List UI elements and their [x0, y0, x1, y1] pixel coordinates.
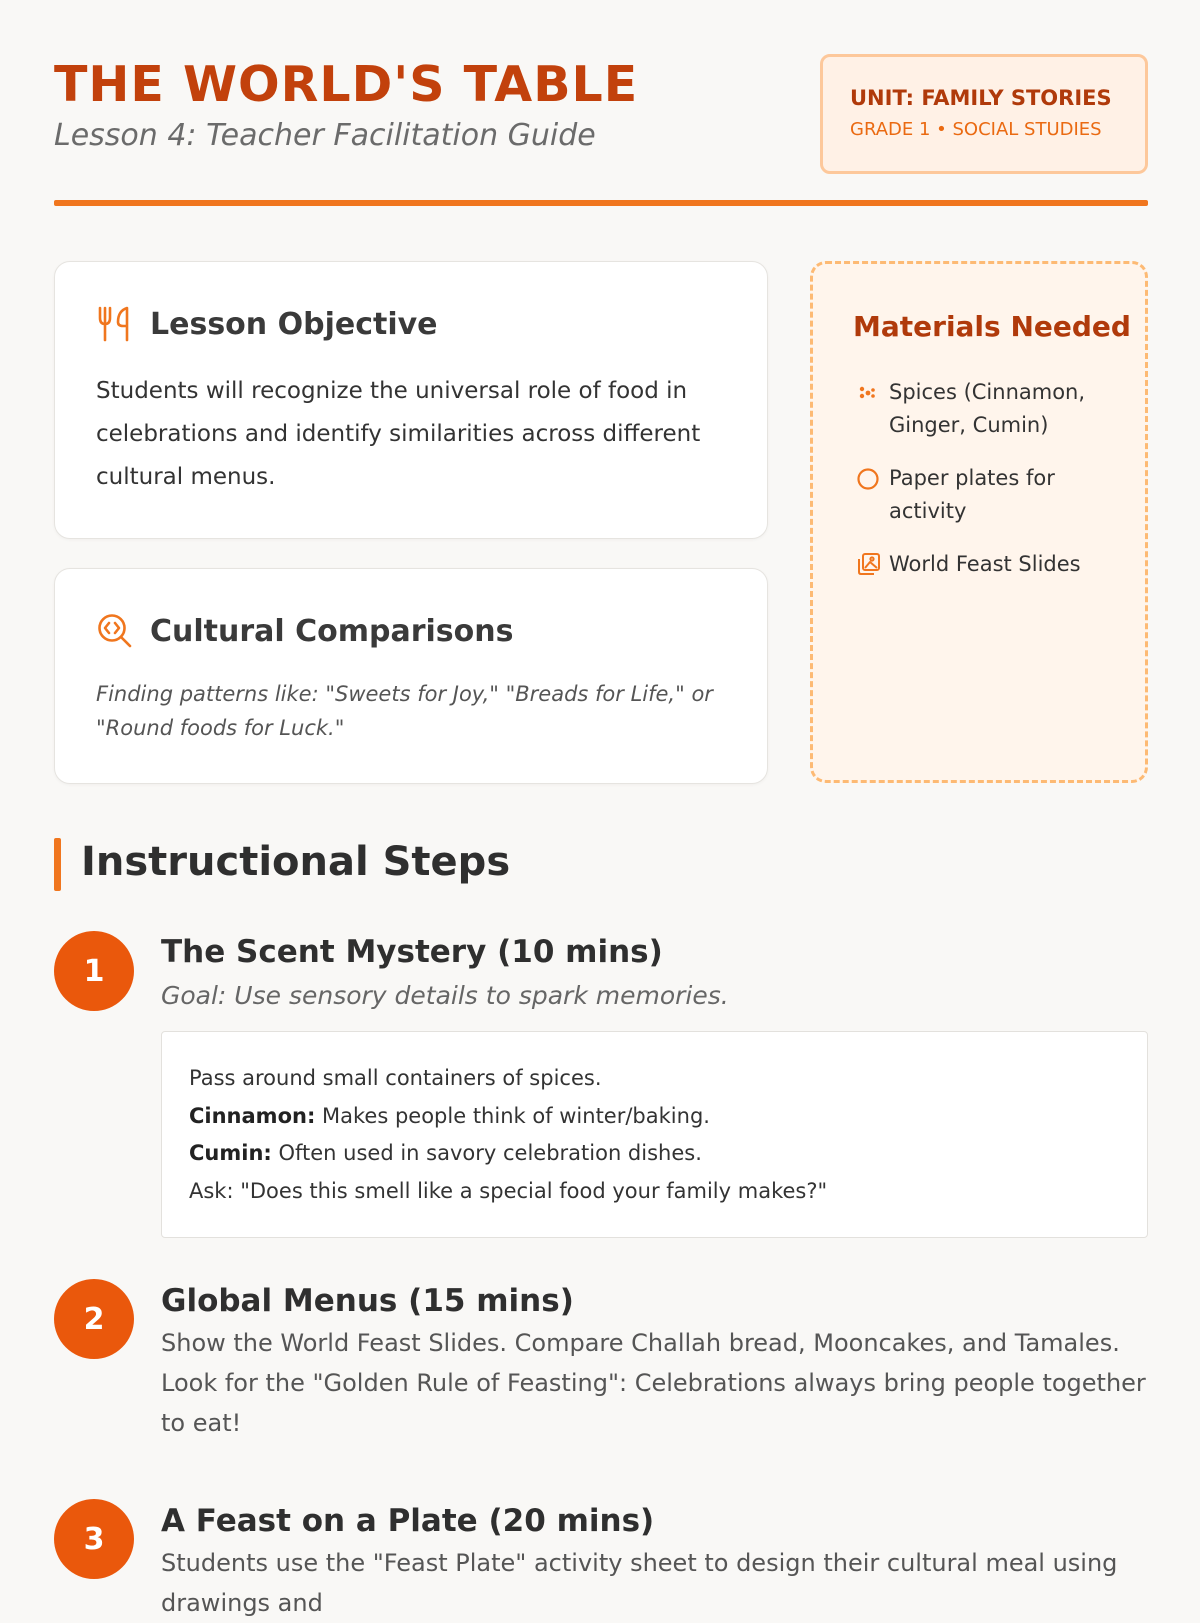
- spice-name: Cinnamon:: [189, 1103, 316, 1128]
- step-goal: Goal: Use sensory details to spark memories.: [161, 981, 729, 1010]
- materials-list: [853, 376, 1123, 601]
- utensils-icon: [96, 305, 134, 343]
- comparisons-text: Finding patterns like: "Sweets for Joy," "Breads for Life," or "Round foods for Luck.": [96, 682, 713, 740]
- slides-icon: [853, 550, 883, 580]
- step-title: Global Menus (15 mins): [161, 1283, 574, 1319]
- list-item: [853, 376, 1123, 442]
- steps-title: Instructional Steps: [81, 839, 511, 885]
- comparisons-card-header: [96, 611, 514, 651]
- list-item: [853, 462, 1123, 528]
- materials-panel: [810, 261, 1148, 783]
- comparisons-card: [54, 568, 768, 784]
- step-description: Show the World Feast Slides. Compare Challah bread, Mooncakes, and Tamales. Look for the "Golden Rule of Feasting": Celebrations always bring people together to eat!: [161, 1329, 1146, 1437]
- materials-title: Materials Needed: [853, 310, 1131, 343]
- material-label: Paper plates for activity: [889, 466, 1055, 523]
- step-number-badge: 3: [54, 1499, 134, 1579]
- plate-icon: [853, 464, 883, 494]
- grade-label: GRADE 1 • SOCIAL STUDIES: [850, 119, 1102, 140]
- spice-name: Cumin:: [189, 1141, 272, 1165]
- search-compare-icon: [96, 612, 134, 650]
- objective-card: [54, 261, 768, 539]
- material-label: World Feast Slides: [889, 552, 1081, 576]
- step-description: Students use the "Feast Plate" activity sheet to design their cultural meal using drawings and: [161, 1549, 1118, 1617]
- step-number-badge: 2: [54, 1279, 134, 1359]
- step-detail-line: Ask: "Does this smell like a special food your family makes?": [189, 1178, 828, 1203]
- material-label: Spices (Cinnamon, Ginger, Cumin): [889, 380, 1086, 437]
- comparisons-title: Cultural Comparisons: [150, 613, 514, 649]
- objective-text: Students will recognize the universal role of food in celebrations and identify similarities across different cultural menus.: [96, 378, 701, 490]
- step-detail-line: [189, 1098, 827, 1136]
- unit-label: UNIT: FAMILY STORIES: [850, 86, 1112, 110]
- step-detail-line: Pass around small containers of spices.: [189, 1066, 602, 1090]
- spice-note: Often used in savory celebration dishes.: [271, 1141, 702, 1165]
- page-header: [54, 54, 1148, 184]
- step-detail-lines: [189, 1060, 827, 1210]
- objective-title: Lesson Objective: [150, 306, 438, 342]
- page-subtitle: Lesson 4: Teacher Facilitation Guide: [54, 118, 596, 153]
- step-detail-box: [161, 1031, 1148, 1238]
- step-title: The Scent Mystery (10 mins): [161, 934, 663, 970]
- header-divider: [54, 200, 1148, 206]
- objective-card-header: [96, 304, 438, 344]
- lesson-page: [54, 0, 1148, 1617]
- step-detail-line: [189, 1135, 827, 1173]
- unit-badge: [820, 54, 1148, 174]
- step-title: A Feast on a Plate (20 mins): [161, 1503, 655, 1539]
- list-item: [853, 548, 1123, 581]
- step-number-badge: 1: [54, 931, 134, 1011]
- page-title: THE WORLD'S TABLE: [54, 56, 639, 113]
- spice-icon: [853, 378, 883, 408]
- heading-accent-bar: [54, 838, 61, 891]
- spice-note: Makes people think of winter/baking.: [315, 1103, 710, 1128]
